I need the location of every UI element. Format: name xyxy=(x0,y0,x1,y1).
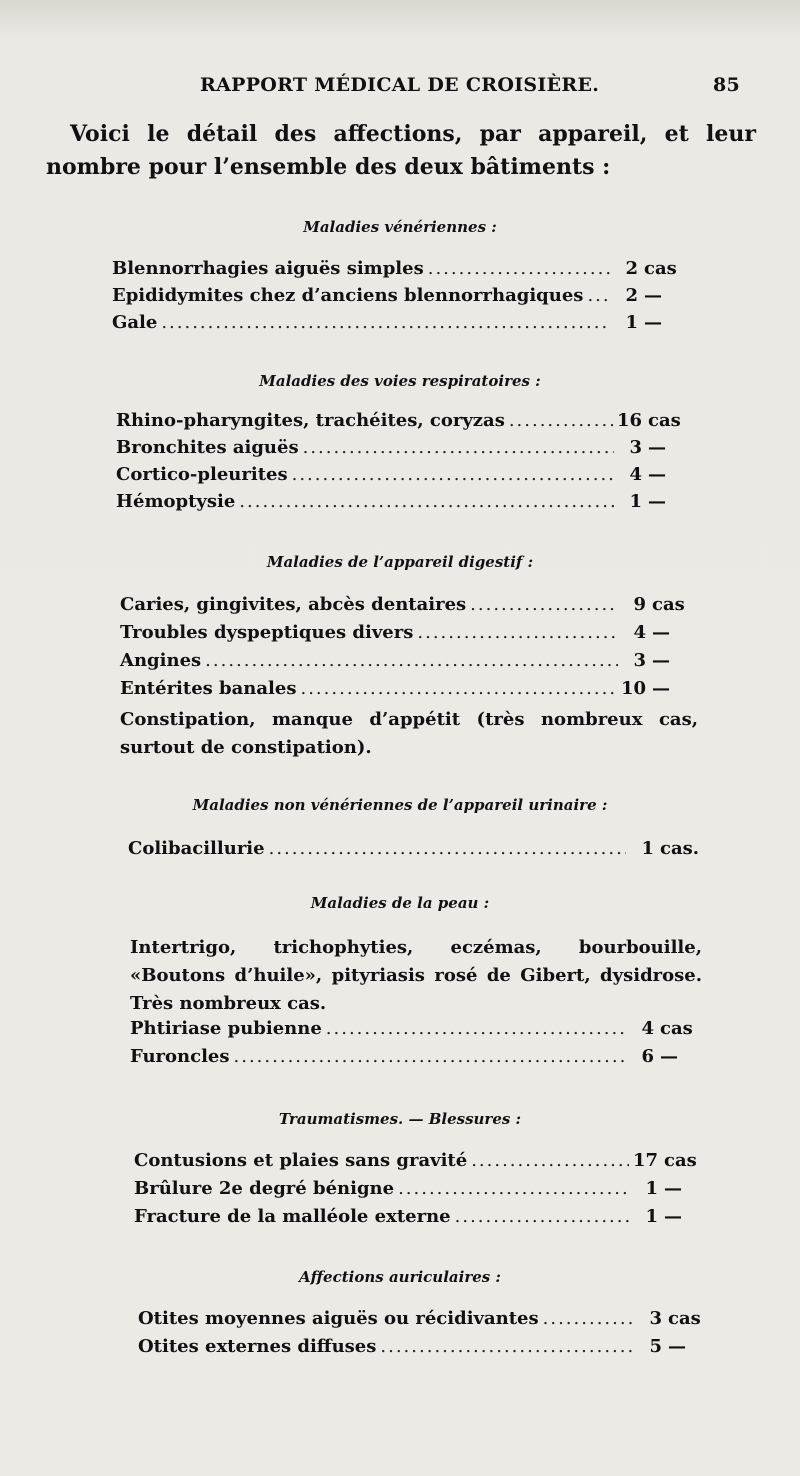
list-item: Phtiriase pubienne ..... 4 cas xyxy=(130,1018,708,1046)
note-paragraph: Intertrigo, trichophyties, eczémas, bourbouille, «Boutons d’huile», pityriasis rosé de Gibert, dysidrose. Très nombreux cas. xyxy=(130,937,702,1014)
list-item: Bronchites aiguës ..... 3 — xyxy=(116,437,696,465)
list-item: Troubles dyspeptiques divers ..... 4 — xyxy=(120,622,700,650)
page-header xyxy=(200,74,740,104)
section-title-auriculaires: Affections auriculaires : xyxy=(299,1268,501,1286)
list-item: Hémoptysie ..... 1 — xyxy=(116,491,696,519)
intro-paragraph: Voici le détail des affections, par appareil, et leur nombre pour l’ensemble des deux bâtiments : xyxy=(46,121,756,180)
list-item: Blennorrhagies aiguës simples ..... 2 cas xyxy=(112,258,692,286)
section-title-traumatismes: Traumatismes. — Blessures : xyxy=(278,1110,522,1128)
section-title-digestif: Maladies de l’appareil digestif : xyxy=(266,553,534,571)
list-item: Furoncles ..... 6 — xyxy=(130,1046,708,1074)
list-item: Gale ..... 1 — xyxy=(112,312,692,340)
list-item: Otites externes diffuses ..... 5 — xyxy=(138,1336,716,1364)
section-title-peau: Maladies de la peau : xyxy=(310,894,490,912)
running-title: RAPPORT MÉDICAL DE CROISIÈRE. xyxy=(200,74,600,96)
section-title-veneriennes: Maladies vénériennes : xyxy=(303,218,497,236)
list-item: Entérites banales ..... 10 — xyxy=(120,678,700,706)
section-title-urinaire: Maladies non vénériennes de l’appareil urinaire : xyxy=(192,796,608,814)
list-item: Caries, gingivites, abcès dentaires ..... 9 cas xyxy=(120,594,700,622)
page-number: 85 xyxy=(712,74,740,96)
list-item: Colibacillurie ..... 1 cas. xyxy=(128,838,708,866)
note-paragraph: Constipation, manque d’appétit (très nombreux cas, surtout de constipation). xyxy=(120,709,698,758)
list-item: Cortico-pleurites ..... 4 — xyxy=(116,464,696,492)
list-item: Rhino-pharyngites, trachéites, coryzas ..... 16 cas xyxy=(116,410,696,438)
list-item: Epididymites chez d’anciens blennorrhagiques ..... 2 — xyxy=(112,285,692,313)
list-item: Otites moyennes aiguës ou récidivantes ..... 3 cas xyxy=(138,1308,716,1336)
list-item: Brûlure 2e degré bénigne ..... 1 — xyxy=(134,1178,712,1206)
section-title-respiratoires: Maladies des voies respiratoires : xyxy=(259,372,541,390)
list-item: Fracture de la malléole externe ..... 1 — xyxy=(134,1206,712,1234)
list-item: Angines ..... 3 — xyxy=(120,650,700,678)
list-item: Contusions et plaies sans gravité ..... 17 cas xyxy=(134,1150,712,1178)
